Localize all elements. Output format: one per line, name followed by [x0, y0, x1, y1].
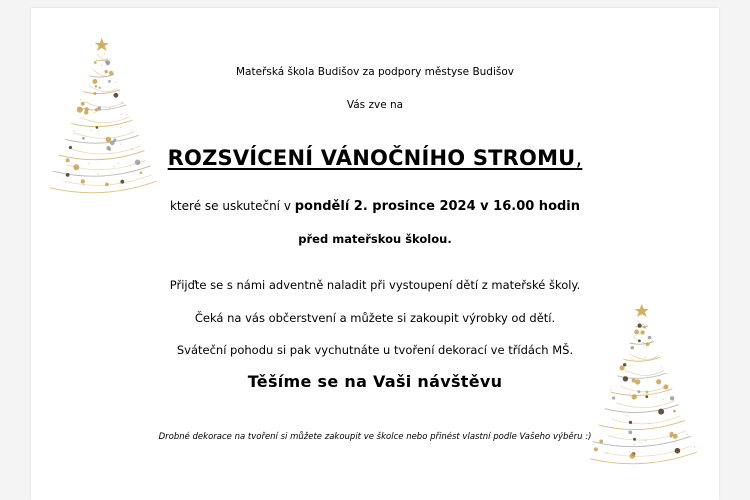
- event-date-line: [0, 199, 750, 214]
- event-title-text: ROZSVÍCENÍ VÁNOČNÍHO STROMU: [167, 146, 576, 170]
- event-title-comma: ,: [575, 146, 583, 170]
- paragraph-line: Sváteční pohodu si pak vychutnáte u tvoření dekorací ve třídách MŠ.: [176, 343, 574, 357]
- paragraph-line: Čeká na vás občerstvení a můžete si zakoupit výrobky od dětí.: [194, 311, 556, 325]
- event-date: pondělí 2. prosince 2024 v 16.00 hodin: [294, 199, 581, 214]
- invites-line: Vás zve na: [346, 99, 404, 111]
- event-title: [0, 146, 750, 170]
- event-date-prefix: které se uskuteční v: [169, 199, 291, 213]
- paragraph-line: Přijďte se s námi adventně naladit při vystoupení dětí z mateřské školy.: [169, 278, 581, 292]
- event-location: před mateřskou školou.: [298, 232, 452, 246]
- footnote: Drobné dekorace na tvoření si můžete zakoupit ve školce nebo přinést vlastní podle Vašeho výběru :): [158, 432, 592, 442]
- organizer-line: Mateřská škola Budišov za podpory městyse Budišov: [235, 66, 514, 78]
- greeting: Těšíme se na Vaši návštěvu: [247, 372, 503, 391]
- christmas-tree-left-illustration: [50, 34, 165, 199]
